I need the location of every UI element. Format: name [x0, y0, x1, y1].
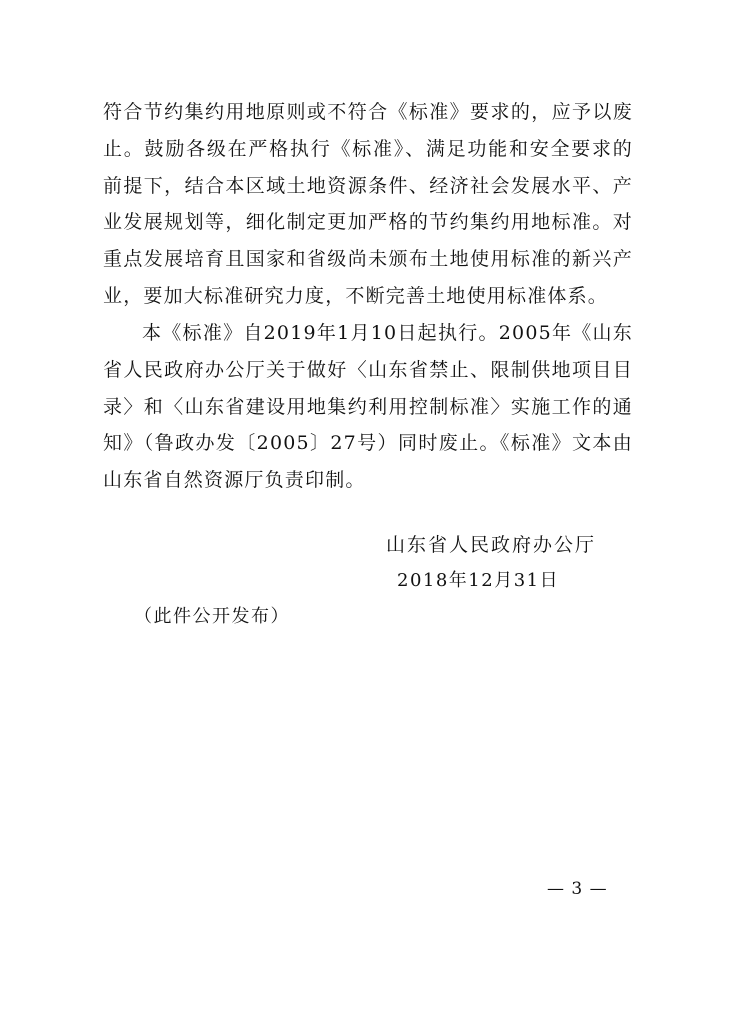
body-paragraph: 符合节约集约用地原则或不符合《标准》要求的，应予以废止。鼓励各级在严格执行《标准》、满足功能和安全要求的前提下，结合本区域土地资源条件、经济社会发展水平、产业发展规划等，细化制定更加严格的节约集约用地标准。对重点发展培育且国家和省级尚未颁布土地使用标准的新兴产业，要加大标准研究力度，不断完善土地使用标准体系。 — [103, 101, 633, 307]
issuer-signature: 山东省人民政府办公厅 — [386, 534, 597, 556]
page-number: — 3 — — [547, 879, 608, 899]
issue-date: 2018年12月31日 — [397, 570, 560, 591]
release-note: （此件公开发布） — [134, 606, 290, 627]
body-paragraph-effective-date: 本《标准》自2019年1月10日起执行。2005年《山东省人民政府办公厅关于做好〈山东省禁止、限制供地项目目录〉和〈山东省建设用地集约利用控制标准〉实施工作的通知》（鲁政办发〔2005〕27号）同时废止。《标准》文本由山东省自然资源厅负责印制。 — [103, 322, 633, 492]
